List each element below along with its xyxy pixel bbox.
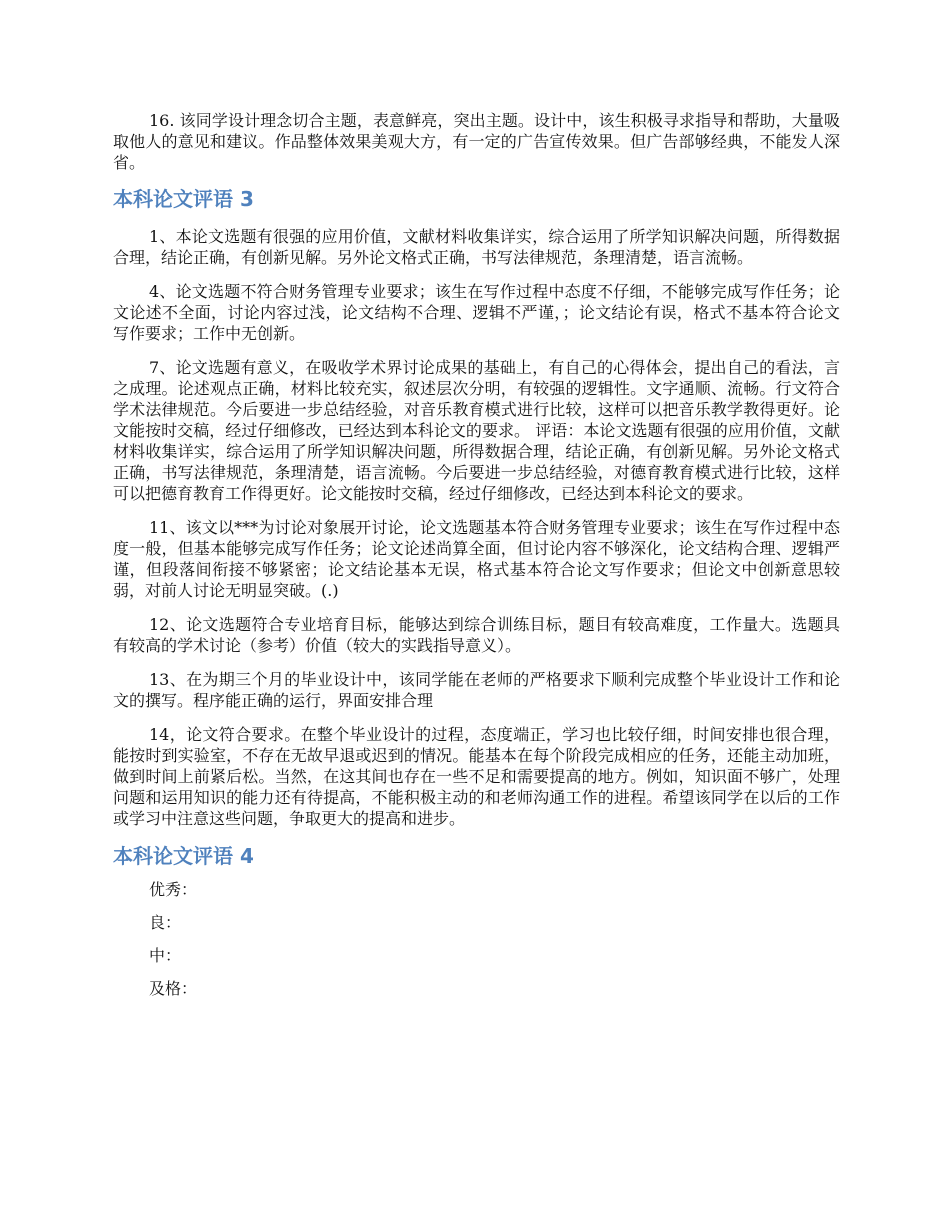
paragraph-12: 12、论文选题符合专业培育目标，能够达到综合训练目标，题目有较高难度，工作量大。选题具有较高的学术讨论（参考）价值（较大的实践指导意义）。 [113,615,840,655]
paragraph-1: 1、本论文选题有很强的应用价值，文献材料收集详实，综合运用了所学知识解决问题，所得数据合理，结论正确，有创新见解。另外论文格式正确，书写法律规范，条理清楚，语言流畅。 [113,227,840,267]
paragraph-7: 7、论文选题有意义，在吸收学术界讨论成果的基础上，有自己的心得体会，提出自己的看法，言之成理。论述观点正确，材料比较充实，叙述层次分明，有较强的逻辑性。文字通顺、流畅。行文符合学术法律规范。今后要进一步总结经验，对音乐教育模式进行比较，这样可以把音乐教学教得更好。论文能按时交稿，经过仔细修改，已经达到本科论文的要求。 评语：本论文选题有很强的应用价值，文献材料收集详实，综合运用了所学知识解决问题，所得数据合理，结论正确，有创新见解。另外论文格式正确，书写法律规范，条理清楚，语言流畅。今后要进一步总结经验，对德育教育模式进行比较，这样可以把德育教育工作得更好。论文能按时交稿，经过仔细修改，已经达到本科论文的要求。 [113,358,840,503]
document-page [113,110,840,999]
section-heading-4: 本科论文评语 4 [113,844,254,868]
paragraph-11: 11、该文以***为讨论对象展开讨论，论文选题基本符合财务管理专业要求；该生在写作过程中态度一般，但基本能够完成写作任务；论文论述尚算全面，但讨论内容不够深化，论文结构合理、逻辑严谨，但段落间衔接不够紧密；论文结论基本无误，格式基本符合论文写作要求；但论文中创新意思较弱，对前人讨论无明显突破。(.) [113,518,840,600]
paragraph-16: 16. 该同学设计理念切合主题，表意鲜亮，突出主题。设计中，该生积极寻求指导和帮助，大量吸取他人的意见和建议。作品整体效果美观大方，有一定的广告宣传效果。但广告部够经典，不能发人深省。 [113,111,840,172]
grade-good: 良： [149,913,182,932]
paragraph-13: 13、在为期三个月的毕业设计中，该同学能在老师的严格要求下顺利完成整个毕业设计工作和论文的撰写。程序能正确的运行，界面安排合理 [113,670,840,710]
paragraph-4: 4、论文选题不符合财务管理专业要求；该生在写作过程中态度不仔细，不能够完成写作任务；论文论述不全面，讨论内容过浅，论文结构不合理、逻辑不严谨，；论文结论有误，格式不基本符合论文写作要求；工作中无创新。 [113,282,840,343]
grade-pass: 及格： [149,979,198,998]
paragraph-14: 14，论文符合要求。在整个毕业设计的过程，态度端正，学习也比较仔细，时间安排也很合理，能按时到实验室，不存在无故早退或迟到的情况。能基本在每个阶段完成相应的任务，还能主动加班，做到时间上前紧后松。当然，在这其间也存在一些不足和需要提高的地方。例如，知识面不够广，处理问题和运用知识的能力还有待提高，不能积极主动的和老师沟通工作的进程。希望该同学在以后的工作或学习中注意这些问题，争取更大的提高和进步。 [113,725,840,828]
grade-excellent: 优秀： [149,880,198,899]
section-heading-3: 本科论文评语 3 [113,187,254,211]
grade-medium: 中： [149,946,182,965]
